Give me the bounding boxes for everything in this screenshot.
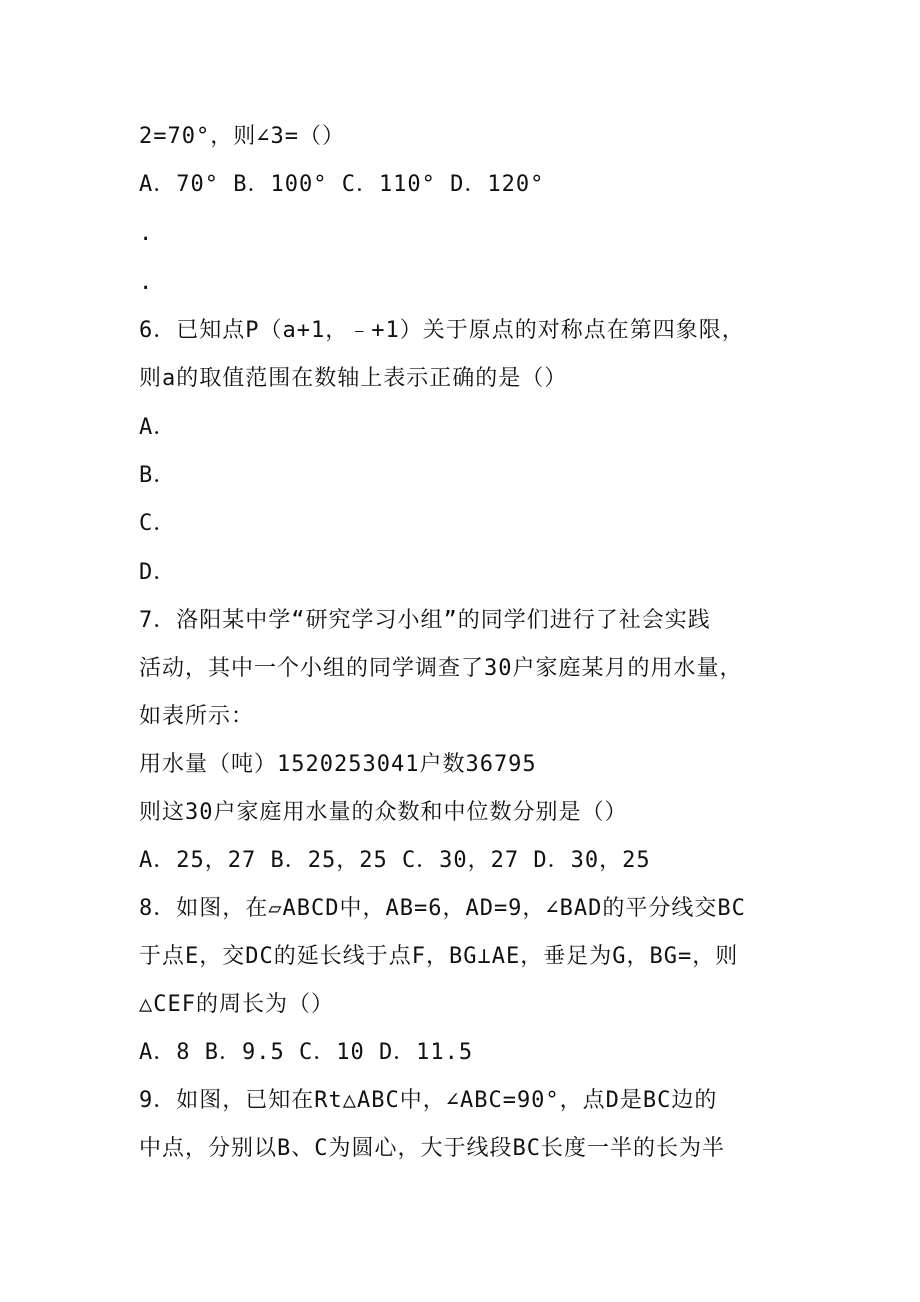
text-line: △CEF的周长为（） — [139, 992, 334, 1017]
text-line: 8．如图，在▱ABCD中，AB=6，AD=9，∠BAD的平分线交BC — [139, 896, 746, 921]
text-line: A．70° B．100° C．110° D．120° — [139, 172, 545, 197]
text-line: 7．洛阳某中学“研究学习小组”的同学们进行了社会实践 — [139, 608, 711, 633]
text-line: 用水量（吨）1520253041户数36795 — [139, 752, 537, 777]
text-line: 2=70°，则∠3=（） — [139, 124, 345, 149]
text-line: 则这30户家庭用水量的众数和中位数分别是（） — [139, 800, 628, 825]
text-line: D． — [139, 560, 177, 585]
text-line: 则a的取值范围在数轴上表示正确的是（） — [139, 366, 568, 391]
text-line: 活动，其中一个小组的同学调查了30户家庭某月的用水量， — [139, 656, 743, 681]
text-line: C． — [139, 511, 177, 536]
text-line: 6．已知点P（a+1，﹣+1）关于原点的对称点在第四象限， — [139, 318, 745, 343]
text-line: 中点，分别以B、C为圆心，大于线段BC长度一半的长为半 — [139, 1136, 725, 1161]
text-line: 如表所示： — [139, 704, 255, 729]
text-line: 于点E，交DC的延长线于点F，BG⊥AE，垂足为G，BG=，则 — [139, 944, 739, 969]
text-line: B． — [139, 463, 177, 488]
text-line: . — [139, 221, 154, 246]
text-line: . — [139, 270, 154, 295]
text-line: A．25，27 B．25，25 C．30，27 D．30，25 — [139, 848, 651, 873]
text-line: 9．如图，已知在Rt△ABC中，∠ABC=90°，点D是BC边的 — [139, 1088, 718, 1113]
text-line: A．8 B．9.5 C．10 D．11.5 — [139, 1040, 474, 1065]
text-line: A． — [139, 415, 177, 440]
